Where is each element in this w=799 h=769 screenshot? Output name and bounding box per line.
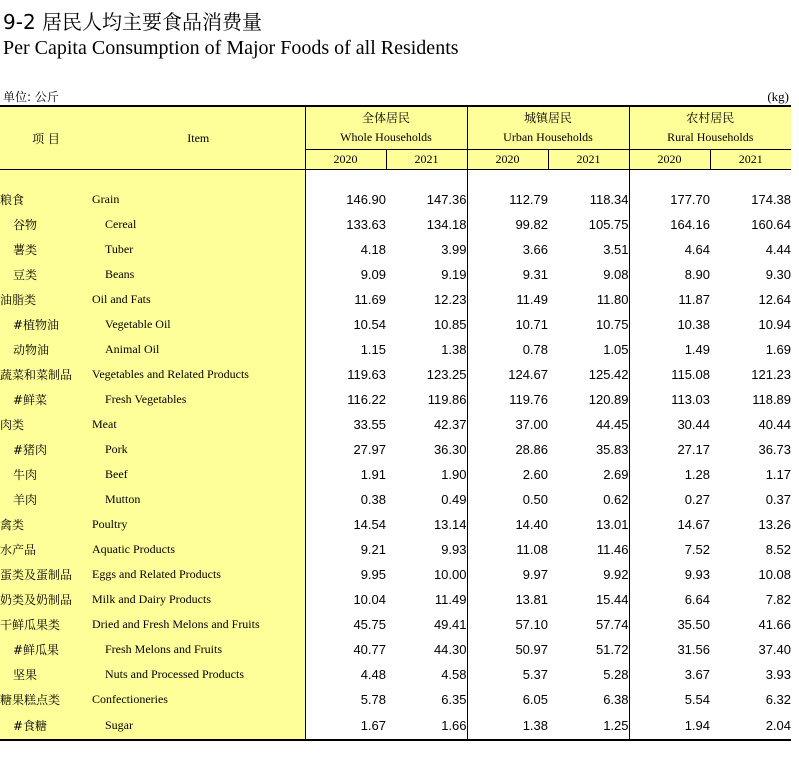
value-cell: 40.44 (758, 417, 792, 432)
header-year: 2021 (548, 150, 629, 170)
value-cell: 119.63 (347, 367, 386, 382)
row-label-cn: 蛋类及蛋制品 (0, 562, 92, 587)
value-cell: 125.42 (548, 362, 629, 387)
value-cell: 0.37 (765, 492, 792, 507)
value-cell: 4.58 (386, 662, 467, 687)
value-cell: 11.69 (354, 292, 386, 307)
value-cell: 3.93 (765, 667, 792, 682)
value-cell: 3.67 (684, 667, 710, 682)
value-cell: 37.00 (515, 417, 548, 432)
value-cell: 31.56 (677, 642, 710, 657)
header-year: 2020 (629, 150, 710, 170)
value-cell: 4.18 (360, 242, 386, 257)
row-label-cn: 羊肉 (0, 487, 92, 512)
row-label-cn: #猪肉 (0, 437, 92, 462)
table-row (0, 662, 791, 687)
row-label-cn: 奶类及奶制品 (0, 587, 92, 612)
header-item-cn: 项 目 (0, 106, 92, 170)
value-cell: 0.27 (684, 492, 710, 507)
row-label-cn: #鲜瓜果 (0, 637, 92, 662)
row-label-en: Meat (92, 412, 305, 437)
value-cell: 14.54 (353, 517, 386, 532)
value-cell: 10.71 (515, 317, 548, 332)
value-cell: 12.64 (758, 292, 792, 307)
row-label-cn: 牛肉 (0, 462, 92, 487)
table-row (0, 187, 791, 212)
row-label-en: Oil and Fats (92, 287, 305, 312)
unit-label-en: (kg) (767, 89, 789, 104)
value-cell: 119.76 (509, 392, 548, 407)
row-label-en: Confectioneries (92, 687, 305, 712)
table-row (0, 637, 791, 662)
table-row (0, 262, 791, 287)
value-cell: 13.01 (548, 512, 629, 537)
value-cell: 118.34 (548, 187, 629, 212)
value-cell: 177.70 (670, 192, 710, 207)
row-label-cn: 肉类 (0, 412, 92, 437)
value-cell: 164.16 (670, 217, 710, 232)
value-cell: 1.38 (467, 712, 548, 740)
row-label-en: Nuts and Processed Products (92, 662, 305, 687)
value-cell: 1.05 (548, 337, 629, 362)
row-label-cn: 谷物 (0, 212, 92, 237)
value-cell: 7.82 (765, 592, 792, 607)
value-cell: 147.36 (386, 187, 467, 212)
value-cell: 57.74 (548, 612, 629, 637)
header-year: 2021 (710, 150, 791, 170)
value-cell: 35.83 (548, 437, 629, 462)
value-cell: 14.67 (677, 517, 710, 532)
spacer-row (0, 170, 791, 188)
value-cell: 15.44 (548, 587, 629, 612)
table-row (0, 487, 791, 512)
row-label-en: Pork (92, 437, 305, 462)
value-cell: 36.30 (386, 437, 467, 462)
value-cell: 2.60 (522, 467, 548, 482)
row-label-en: Mutton (92, 487, 305, 512)
value-cell: 9.21 (360, 542, 386, 557)
table-row (0, 237, 791, 262)
table-row (0, 437, 791, 462)
unit-label-cn: 单位: 公斤 (3, 90, 59, 104)
value-cell: 14.40 (515, 517, 548, 532)
table-row (0, 337, 791, 362)
value-cell: 1.38 (386, 337, 467, 362)
value-cell: 10.04 (353, 592, 386, 607)
value-cell: 1.15 (360, 342, 386, 357)
value-cell: 27.17 (677, 442, 710, 457)
value-cell: 9.19 (386, 262, 467, 287)
value-cell: 1.28 (684, 467, 710, 482)
row-label-en: Animal Oil (92, 337, 305, 362)
value-cell: 49.41 (386, 612, 467, 637)
value-cell: 0.62 (548, 487, 629, 512)
table-row (0, 362, 791, 387)
row-label-cn: 水产品 (0, 537, 92, 562)
value-cell: 11.49 (516, 292, 548, 307)
table-body (0, 170, 791, 741)
value-cell: 120.89 (548, 387, 629, 412)
value-cell: 6.05 (522, 692, 548, 707)
table-row (0, 587, 791, 612)
page-title-en: Per Capita Consumption of Major Foods of all Residents (3, 37, 459, 59)
table-row (0, 712, 791, 740)
value-cell: 121.23 (751, 367, 792, 382)
table-row (0, 612, 791, 637)
value-cell: 1.25 (548, 712, 629, 740)
value-cell: 33.55 (353, 417, 386, 432)
table-row (0, 562, 791, 587)
value-cell: 50.97 (515, 642, 548, 657)
row-label-en: Fresh Vegetables (92, 387, 305, 412)
header-year: 2020 (305, 150, 386, 170)
value-cell: 10.85 (386, 312, 467, 337)
value-cell: 10.38 (677, 317, 710, 332)
value-cell: 9.08 (548, 262, 629, 287)
value-cell: 7.52 (684, 542, 710, 557)
value-cell: 0.49 (386, 487, 467, 512)
page-title-cn: 9-2 居民人均主要食品消费量 (3, 10, 263, 34)
value-cell: 119.86 (386, 387, 467, 412)
consumption-table (0, 105, 791, 741)
table-row (0, 287, 791, 312)
value-cell: 9.09 (360, 267, 386, 282)
value-cell: 1.91 (360, 467, 386, 482)
value-cell: 5.54 (684, 692, 710, 707)
value-cell: 10.54 (353, 317, 386, 332)
header-year: 2021 (386, 150, 467, 170)
value-cell: 1.17 (765, 467, 792, 482)
value-cell: 105.75 (548, 212, 629, 237)
value-cell: 3.66 (522, 242, 548, 257)
value-cell: 4.44 (765, 242, 792, 257)
header-item-en: Item (92, 106, 305, 170)
value-cell: 28.86 (515, 442, 548, 457)
value-cell: 6.32 (765, 692, 792, 707)
value-cell: 13.26 (758, 517, 792, 532)
row-label-cn: 薯类 (0, 237, 92, 262)
value-cell: 27.97 (353, 442, 386, 457)
value-cell: 36.73 (758, 442, 792, 457)
value-cell: 112.79 (509, 192, 548, 207)
row-label-en: Tuber (92, 237, 305, 262)
value-cell: 9.92 (548, 562, 629, 587)
row-label-en: Beef (92, 462, 305, 487)
value-cell: 5.78 (360, 692, 386, 707)
table-row (0, 687, 791, 712)
header-group-urban: 城镇居民 Urban Households (467, 106, 629, 150)
value-cell: 10.75 (548, 312, 629, 337)
header-group-whole: 全体居民 Whole Households (305, 106, 467, 150)
value-cell: 12.23 (386, 287, 467, 312)
value-cell: 11.46 (548, 537, 629, 562)
value-cell: 10.08 (758, 567, 792, 582)
header-year: 2020 (467, 150, 548, 170)
value-cell: 10.94 (758, 317, 792, 332)
value-cell: 2.04 (710, 712, 791, 740)
value-cell: 3.99 (386, 237, 467, 262)
value-cell: 5.37 (522, 667, 548, 682)
row-label-en: Grain (92, 187, 305, 212)
value-cell: 146.90 (346, 192, 386, 207)
row-label-cn: 油脂类 (0, 287, 92, 312)
row-label-cn: 豆类 (0, 262, 92, 287)
table-row (0, 462, 791, 487)
value-cell: 1.49 (684, 342, 710, 357)
value-cell: 9.30 (765, 267, 792, 282)
value-cell: 44.30 (386, 637, 467, 662)
value-cell: 11.49 (386, 587, 467, 612)
value-cell: 0.38 (360, 492, 386, 507)
row-label-cn: 坚果 (0, 662, 92, 687)
value-cell: 9.97 (522, 567, 548, 582)
row-label-cn: 糖果糕点类 (0, 687, 92, 712)
value-cell: 1.94 (629, 712, 710, 740)
row-label-en: Eggs and Related Products (92, 562, 305, 587)
value-cell: 0.50 (522, 492, 548, 507)
value-cell: 44.45 (548, 412, 629, 437)
value-cell: 123.25 (386, 362, 467, 387)
value-cell: 116.22 (347, 392, 386, 407)
value-cell: 2.69 (548, 462, 629, 487)
value-cell: 42.37 (386, 412, 467, 437)
value-cell: 45.75 (353, 617, 386, 632)
table-row (0, 387, 791, 412)
table-row (0, 537, 791, 562)
value-cell: 4.48 (360, 667, 386, 682)
value-cell: 11.87 (678, 292, 710, 307)
value-cell: 134.18 (386, 212, 467, 237)
header-group-rural: 农村居民 Rural Households (629, 106, 791, 150)
table-row (0, 312, 791, 337)
value-cell: 57.10 (515, 617, 548, 632)
value-cell: 1.67 (305, 712, 386, 740)
value-cell: 8.52 (765, 542, 792, 557)
value-cell: 1.69 (765, 342, 792, 357)
value-cell: 51.72 (548, 637, 629, 662)
row-label-cn: 干鲜瓜果类 (0, 612, 92, 637)
row-label-cn: #食糖 (0, 712, 92, 740)
value-cell: 13.81 (515, 592, 548, 607)
value-cell: 6.64 (684, 592, 710, 607)
value-cell: 4.64 (684, 242, 710, 257)
table-row (0, 512, 791, 537)
value-cell: 160.64 (751, 217, 792, 232)
value-cell: 115.08 (671, 367, 710, 382)
row-label-en: Aquatic Products (92, 537, 305, 562)
row-label-cn: 粮食 (0, 187, 92, 212)
value-cell: 5.28 (548, 662, 629, 687)
value-cell: 13.14 (386, 512, 467, 537)
value-cell: 41.66 (758, 617, 792, 632)
value-cell: 0.78 (522, 342, 548, 357)
value-cell: 118.89 (752, 392, 792, 407)
row-label-en: Dried and Fresh Melons and Fruits (92, 612, 305, 637)
value-cell: 11.08 (516, 542, 548, 557)
row-label-cn: 蔬菜和菜制品 (0, 362, 92, 387)
value-cell: 10.00 (386, 562, 467, 587)
row-label-cn: #鲜菜 (0, 387, 92, 412)
row-label-en: Poultry (92, 512, 305, 537)
table-row (0, 212, 791, 237)
value-cell: 99.82 (515, 217, 548, 232)
table-row (0, 412, 791, 437)
value-cell: 113.03 (671, 392, 710, 407)
value-cell: 124.67 (508, 367, 548, 382)
row-label-en: Cereal (92, 212, 305, 237)
value-cell: 1.66 (386, 712, 467, 740)
value-cell: 35.50 (677, 617, 710, 632)
value-cell: 1.90 (386, 462, 467, 487)
row-label-cn: 动物油 (0, 337, 92, 362)
row-label-en: Vegetables and Related Products (92, 362, 305, 387)
value-cell: 37.40 (758, 642, 792, 657)
value-cell: 6.38 (548, 687, 629, 712)
value-cell: 9.93 (386, 537, 467, 562)
row-label-en: Sugar (92, 712, 305, 740)
value-cell: 9.93 (684, 567, 710, 582)
row-label-en: Milk and Dairy Products (92, 587, 305, 612)
value-cell: 30.44 (677, 417, 710, 432)
row-label-en: Beans (92, 262, 305, 287)
row-label-cn: 禽类 (0, 512, 92, 537)
row-label-cn: #植物油 (0, 312, 92, 337)
value-cell: 9.95 (360, 567, 386, 582)
value-cell: 133.63 (346, 217, 386, 232)
row-label-en: Fresh Melons and Fruits (92, 637, 305, 662)
value-cell: 11.80 (548, 287, 629, 312)
value-cell: 6.35 (386, 687, 467, 712)
value-cell: 3.51 (548, 237, 629, 262)
row-label-en: Vegetable Oil (92, 312, 305, 337)
value-cell: 9.31 (522, 267, 548, 282)
value-cell: 8.90 (684, 267, 710, 282)
value-cell: 40.77 (353, 642, 386, 657)
value-cell: 174.38 (751, 192, 792, 207)
